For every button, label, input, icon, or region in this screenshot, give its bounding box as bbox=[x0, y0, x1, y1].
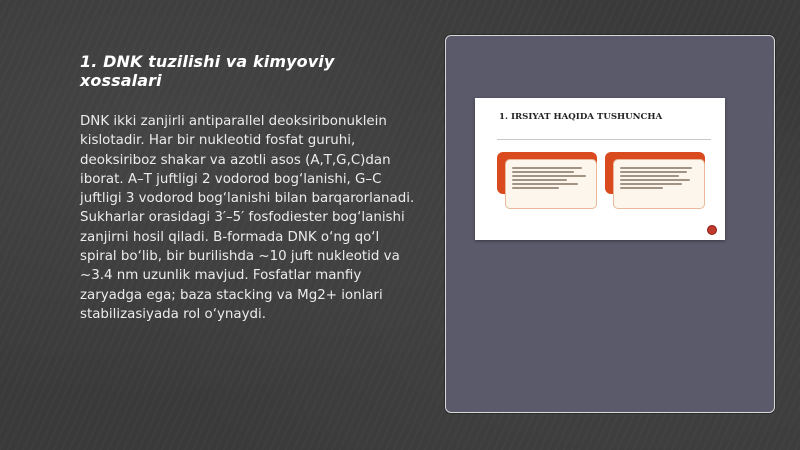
preview-card-right bbox=[613, 159, 705, 209]
text-column bbox=[80, 52, 420, 324]
preview-card-left bbox=[505, 159, 597, 209]
preview-divider bbox=[497, 139, 711, 140]
preview-logo-icon bbox=[707, 225, 717, 235]
slide-preview-image bbox=[475, 98, 725, 240]
slide-title: 1. DNK tuzilishi va kimyoviy xossalari bbox=[80, 52, 335, 90]
preview-title: 1. IRSIYAT HAQIDA TUSHUNCHA bbox=[499, 112, 663, 122]
slide-body-text: DNK ikki zanjirli antiparallel deoksiribonuklein kislotadir. Har bir nukleotid fosfat guruhi, deoksiriboz shakar va azotli asos (A,T,G,C)dan iborat. A–T juftligi 2 vodorod bog‘lanishi, G–C juftligi 3 vodorod bog‘lanishi bilan barqarorlanadi. Sukharlar orasidagi 3′–5′ fosfodiester bog‘lanishi zanjirni hosil qiladi. B-formada DNK o‘ng qo‘l spiral bo‘lib, bir burilishda ~10 juft nukleotid va ~3.4 nm uzunlik mavjud. Fosfatlar manfiy zaryadga ega; baza stacking va Mg2+ ionlari stabilizasiyada rol o‘ynaydi. bbox=[80, 114, 415, 322]
